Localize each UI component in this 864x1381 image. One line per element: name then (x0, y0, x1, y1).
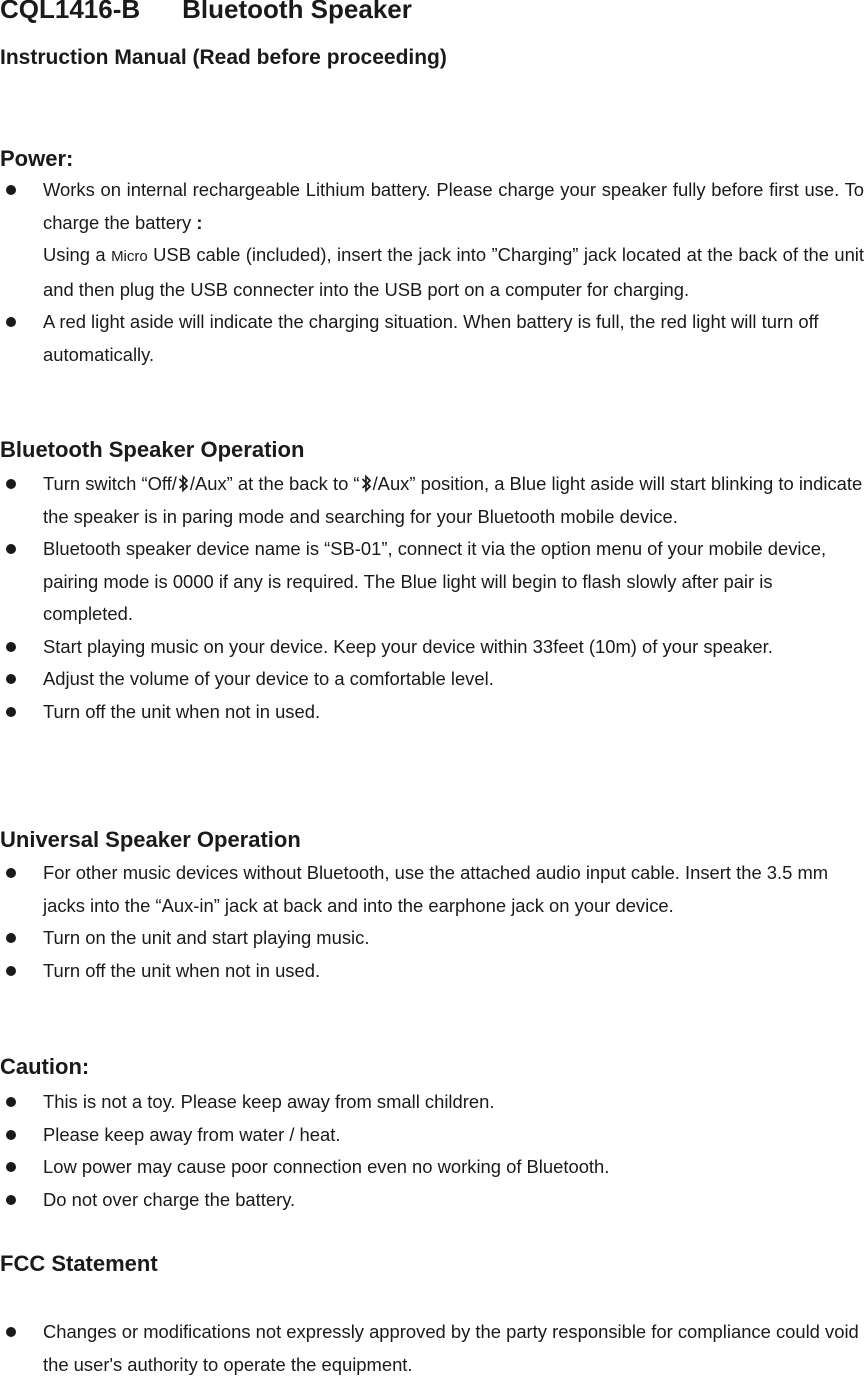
list-item: Bluetooth speaker device name is “SB-01”, connect it via the option menu of your mobile device, pairing mode is 0000 if any is required. The Blue light will begin to flash slowly after pair is completed. (0, 533, 864, 631)
list-item: Turn off the unit when not in used. (0, 955, 864, 988)
bullet-icon (6, 544, 16, 554)
power-heading: Power: (0, 146, 74, 171)
bullet-icon (6, 479, 16, 489)
list-item: Low power may cause poor connection even no working of Bluetooth. (0, 1151, 864, 1184)
bullet-icon (6, 642, 16, 652)
bullet-icon (6, 1130, 16, 1140)
list-item: Turn on the unit and start playing music. (0, 922, 864, 955)
power-item-1-detail: Using a Micro USB cable (included), insert the jack into ”Charging” jack located at the back of the unit and then plug the USB connecter into the USB port on a computer for charging. (43, 244, 864, 300)
list-item (0, 174, 864, 306)
caution-heading: Caution: (0, 1054, 90, 1079)
bluetooth-icon (178, 474, 189, 493)
bullet-icon (6, 1327, 16, 1337)
document-subtitle: Instruction Manual (Read before proceeding) (0, 46, 447, 69)
list-item: Do not over charge the battery. (0, 1184, 864, 1217)
bullet-icon (6, 966, 16, 976)
model-number: CQL1416-B (0, 0, 141, 24)
list-item: This is not a toy. Please keep away from small children. (0, 1086, 864, 1119)
product-name: Bluetooth Speaker (182, 0, 412, 24)
list-item: Turn off the unit when not in used. (0, 696, 864, 729)
bullet-icon (6, 933, 16, 943)
list-item: A red light aside will indicate the charging situation. When battery is full, the red light will turn off automatically. (0, 306, 864, 371)
bluetooth-heading: Bluetooth Speaker Operation (0, 437, 305, 462)
fcc-list (0, 1316, 864, 1381)
bluetooth-list (0, 468, 864, 728)
list-item: For other music devices without Bluetooth, use the attached audio input cable. Insert the 3.5 mm jacks into the “Aux-in” jack at back and into the earphone jack on your device. (0, 857, 864, 922)
micro-label: Micro (111, 248, 148, 265)
list-item: Please keep away from water / heat. (0, 1119, 864, 1152)
document-title (0, 0, 412, 25)
bullet-icon (6, 317, 16, 327)
bullet-icon (6, 1162, 16, 1172)
list-item: Start playing music on your device. Keep your device within 33feet (10m) of your speaker. (0, 631, 864, 664)
caution-list (0, 1086, 864, 1216)
bullet-icon (6, 868, 16, 878)
power-list (0, 174, 864, 371)
bullet-icon (6, 707, 16, 717)
list-item: Changes or modifications not expressly approved by the party responsible for compliance could void the user's authority to operate the equipment. (0, 1316, 864, 1381)
power-item-1-text: Works on internal rechargeable Lithium battery. Please charge your speaker fully before first use. To charge the battery : (43, 179, 864, 233)
list-item: Turn switch “Off/ /Aux” at the back to “ /Aux” position, a Blue light aside will start blinking to indicate the speaker is in paring mode and searching for your Bluetooth mobile device. (0, 468, 864, 533)
bluetooth-icon (361, 474, 372, 493)
bullet-icon (6, 1195, 16, 1205)
list-item: Adjust the volume of your device to a comfortable level. (0, 663, 864, 696)
bullet-icon (6, 674, 16, 684)
fcc-heading: FCC Statement (0, 1251, 158, 1276)
universal-list (0, 857, 864, 987)
bullet-icon (6, 185, 16, 195)
universal-heading: Universal Speaker Operation (0, 827, 301, 852)
bullet-icon (6, 1097, 16, 1107)
